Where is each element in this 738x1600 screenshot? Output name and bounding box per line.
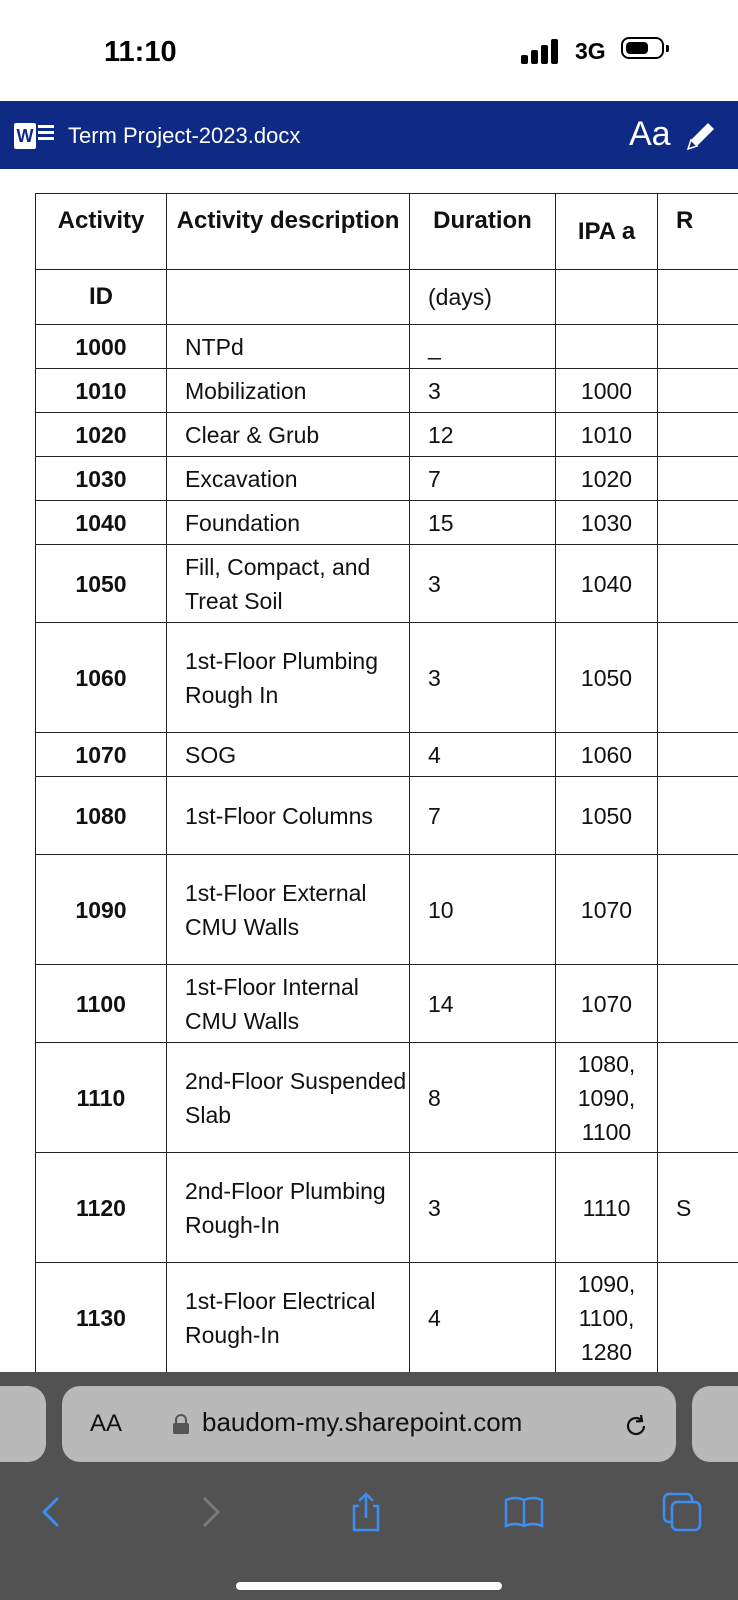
header-duration: Duration [410, 194, 556, 270]
url-text[interactable]: baudom-my.sharepoint.com [202, 1407, 523, 1437]
activity-table [35, 193, 738, 1372]
duration-cell: 14 [410, 965, 556, 1043]
duration-cell: 3 [410, 1153, 556, 1263]
ipa-cell [556, 325, 658, 369]
ipa-cell: 1070 [556, 965, 658, 1043]
activity-id-cell: 1050 [36, 545, 167, 623]
activity-description-cell: Excavation [167, 457, 410, 501]
activity-description-cell: SOG [167, 733, 410, 777]
previous-tab-preview[interactable] [0, 1386, 46, 1462]
table-row [36, 1263, 738, 1373]
activity-description-cell: 2nd-Floor Suspended Slab [167, 1043, 410, 1153]
table-row [36, 1043, 738, 1153]
browser-toolbar [0, 1372, 738, 1600]
activity-id-cell: 1070 [36, 733, 167, 777]
duration-cell: 3 [410, 545, 556, 623]
table-row [36, 545, 738, 623]
ipa-cell: 1050 [556, 777, 658, 855]
ipa-cell: 1110 [556, 1153, 658, 1263]
duration-cell: 7 [410, 457, 556, 501]
ipa-cell: 1080, 1090, 1100 [556, 1043, 658, 1153]
table-row [36, 501, 738, 545]
duration-cell: 10 [410, 855, 556, 965]
r-cell [658, 457, 738, 501]
activity-description-cell: 1st-Floor External CMU Walls [167, 855, 410, 965]
subheader-days: (days) [410, 270, 556, 325]
duration-cell: 3 [410, 369, 556, 413]
subheader-r [658, 270, 738, 325]
ipa-cell: 1010 [556, 413, 658, 457]
activity-id-cell: 1060 [36, 623, 167, 733]
activity-id-cell: 1000 [36, 325, 167, 369]
ipa-cell: 1050 [556, 623, 658, 733]
table-row [36, 623, 738, 733]
activity-description-cell: 1st-Floor Columns [167, 777, 410, 855]
duration-cell: 12 [410, 413, 556, 457]
table-row [36, 733, 738, 777]
reader-options-button[interactable]: AA [90, 1410, 123, 1437]
activity-id-cell: 1030 [36, 457, 167, 501]
document-title: Term Project-2023.docx [68, 123, 301, 148]
header-r: R [658, 194, 738, 270]
r-cell [658, 965, 738, 1043]
table-subheader-row [36, 270, 738, 325]
activity-id-cell: 1020 [36, 413, 167, 457]
table-row [36, 777, 738, 855]
activity-description-cell: Foundation [167, 501, 410, 545]
back-icon[interactable] [30, 1490, 74, 1534]
duration-cell: 4 [410, 1263, 556, 1373]
edit-pencil-icon[interactable] [684, 119, 716, 153]
network-type: 3G [575, 38, 606, 64]
activity-description-cell: 1st-Floor Plumbing Rough In [167, 623, 410, 733]
r-cell [658, 733, 738, 777]
activity-id-cell: 1080 [36, 777, 167, 855]
ipa-cell: 1090, 1100, 1280 [556, 1263, 658, 1373]
activity-description-cell: 1st-Floor Electrical Rough-In [167, 1263, 410, 1373]
reload-icon[interactable] [622, 1412, 650, 1440]
bookmarks-icon[interactable] [502, 1490, 546, 1534]
word-logo-icon: W [14, 121, 58, 151]
activity-description-cell: Fill, Compact, and Treat Soil [167, 545, 410, 623]
r-cell [658, 369, 738, 413]
r-cell [658, 501, 738, 545]
forward-icon[interactable] [188, 1490, 232, 1534]
document-body[interactable] [0, 169, 738, 1372]
activity-id-cell: 1040 [36, 501, 167, 545]
table-row [36, 457, 738, 501]
table-row [36, 1153, 738, 1263]
activity-id-cell: 1100 [36, 965, 167, 1043]
format-text-button[interactable]: Aa [629, 115, 671, 153]
duration-cell: 8 [410, 1043, 556, 1153]
r-cell [658, 1043, 738, 1153]
duration-cell: 15 [410, 501, 556, 545]
r-cell [658, 325, 738, 369]
status-time: 11:10 [104, 36, 177, 68]
duration-cell: 3 [410, 623, 556, 733]
activity-description-cell: 2nd-Floor Plumbing Rough-In [167, 1153, 410, 1263]
table-row [36, 965, 738, 1043]
r-cell [658, 545, 738, 623]
duration-cell: 4 [410, 733, 556, 777]
r-cell [658, 413, 738, 457]
activity-id-cell: 1120 [36, 1153, 167, 1263]
word-header [0, 101, 738, 169]
activity-description-cell: Clear & Grub [167, 413, 410, 457]
subheader-ipa [556, 270, 658, 325]
status-bar [0, 0, 738, 100]
activity-id-cell: 1010 [36, 369, 167, 413]
header-activity: Activity [36, 194, 167, 270]
r-cell [658, 777, 738, 855]
table-row [36, 855, 738, 965]
ipa-cell: 1060 [556, 733, 658, 777]
activity-description-cell: 1st-Floor Internal CMU Walls [167, 965, 410, 1043]
subheader-description [167, 270, 410, 325]
activity-description-cell: NTPd [167, 325, 410, 369]
r-cell [658, 1263, 738, 1373]
lock-icon [172, 1414, 190, 1434]
header-ipa: IPA a [556, 194, 658, 270]
r-cell: S [658, 1153, 738, 1263]
header-activity-description: Activity description [167, 194, 410, 270]
next-tab-preview[interactable] [692, 1386, 738, 1462]
table-row [36, 325, 738, 369]
activity-id-cell: 1090 [36, 855, 167, 965]
ipa-cell: 1000 [556, 369, 658, 413]
activity-description-cell: Mobilization [167, 369, 410, 413]
signal-icon [521, 38, 561, 64]
share-icon[interactable] [344, 1490, 388, 1534]
table-header-row [36, 194, 738, 270]
ipa-cell: 1070 [556, 855, 658, 965]
battery-icon [621, 37, 664, 59]
activity-id-cell: 1110 [36, 1043, 167, 1153]
table-row [36, 413, 738, 457]
home-indicator [236, 1582, 502, 1590]
table-row [36, 369, 738, 413]
duration-cell: 7 [410, 777, 556, 855]
activity-id-cell: 1130 [36, 1263, 167, 1373]
navigation-toolbar [0, 1472, 738, 1552]
ipa-cell: 1040 [556, 545, 658, 623]
subheader-id: ID [36, 270, 167, 325]
r-cell [658, 855, 738, 965]
ipa-cell: 1030 [556, 501, 658, 545]
r-cell [658, 623, 738, 733]
duration-cell: _ [410, 325, 556, 369]
ipa-cell: 1020 [556, 457, 658, 501]
tabs-icon[interactable] [660, 1490, 704, 1534]
